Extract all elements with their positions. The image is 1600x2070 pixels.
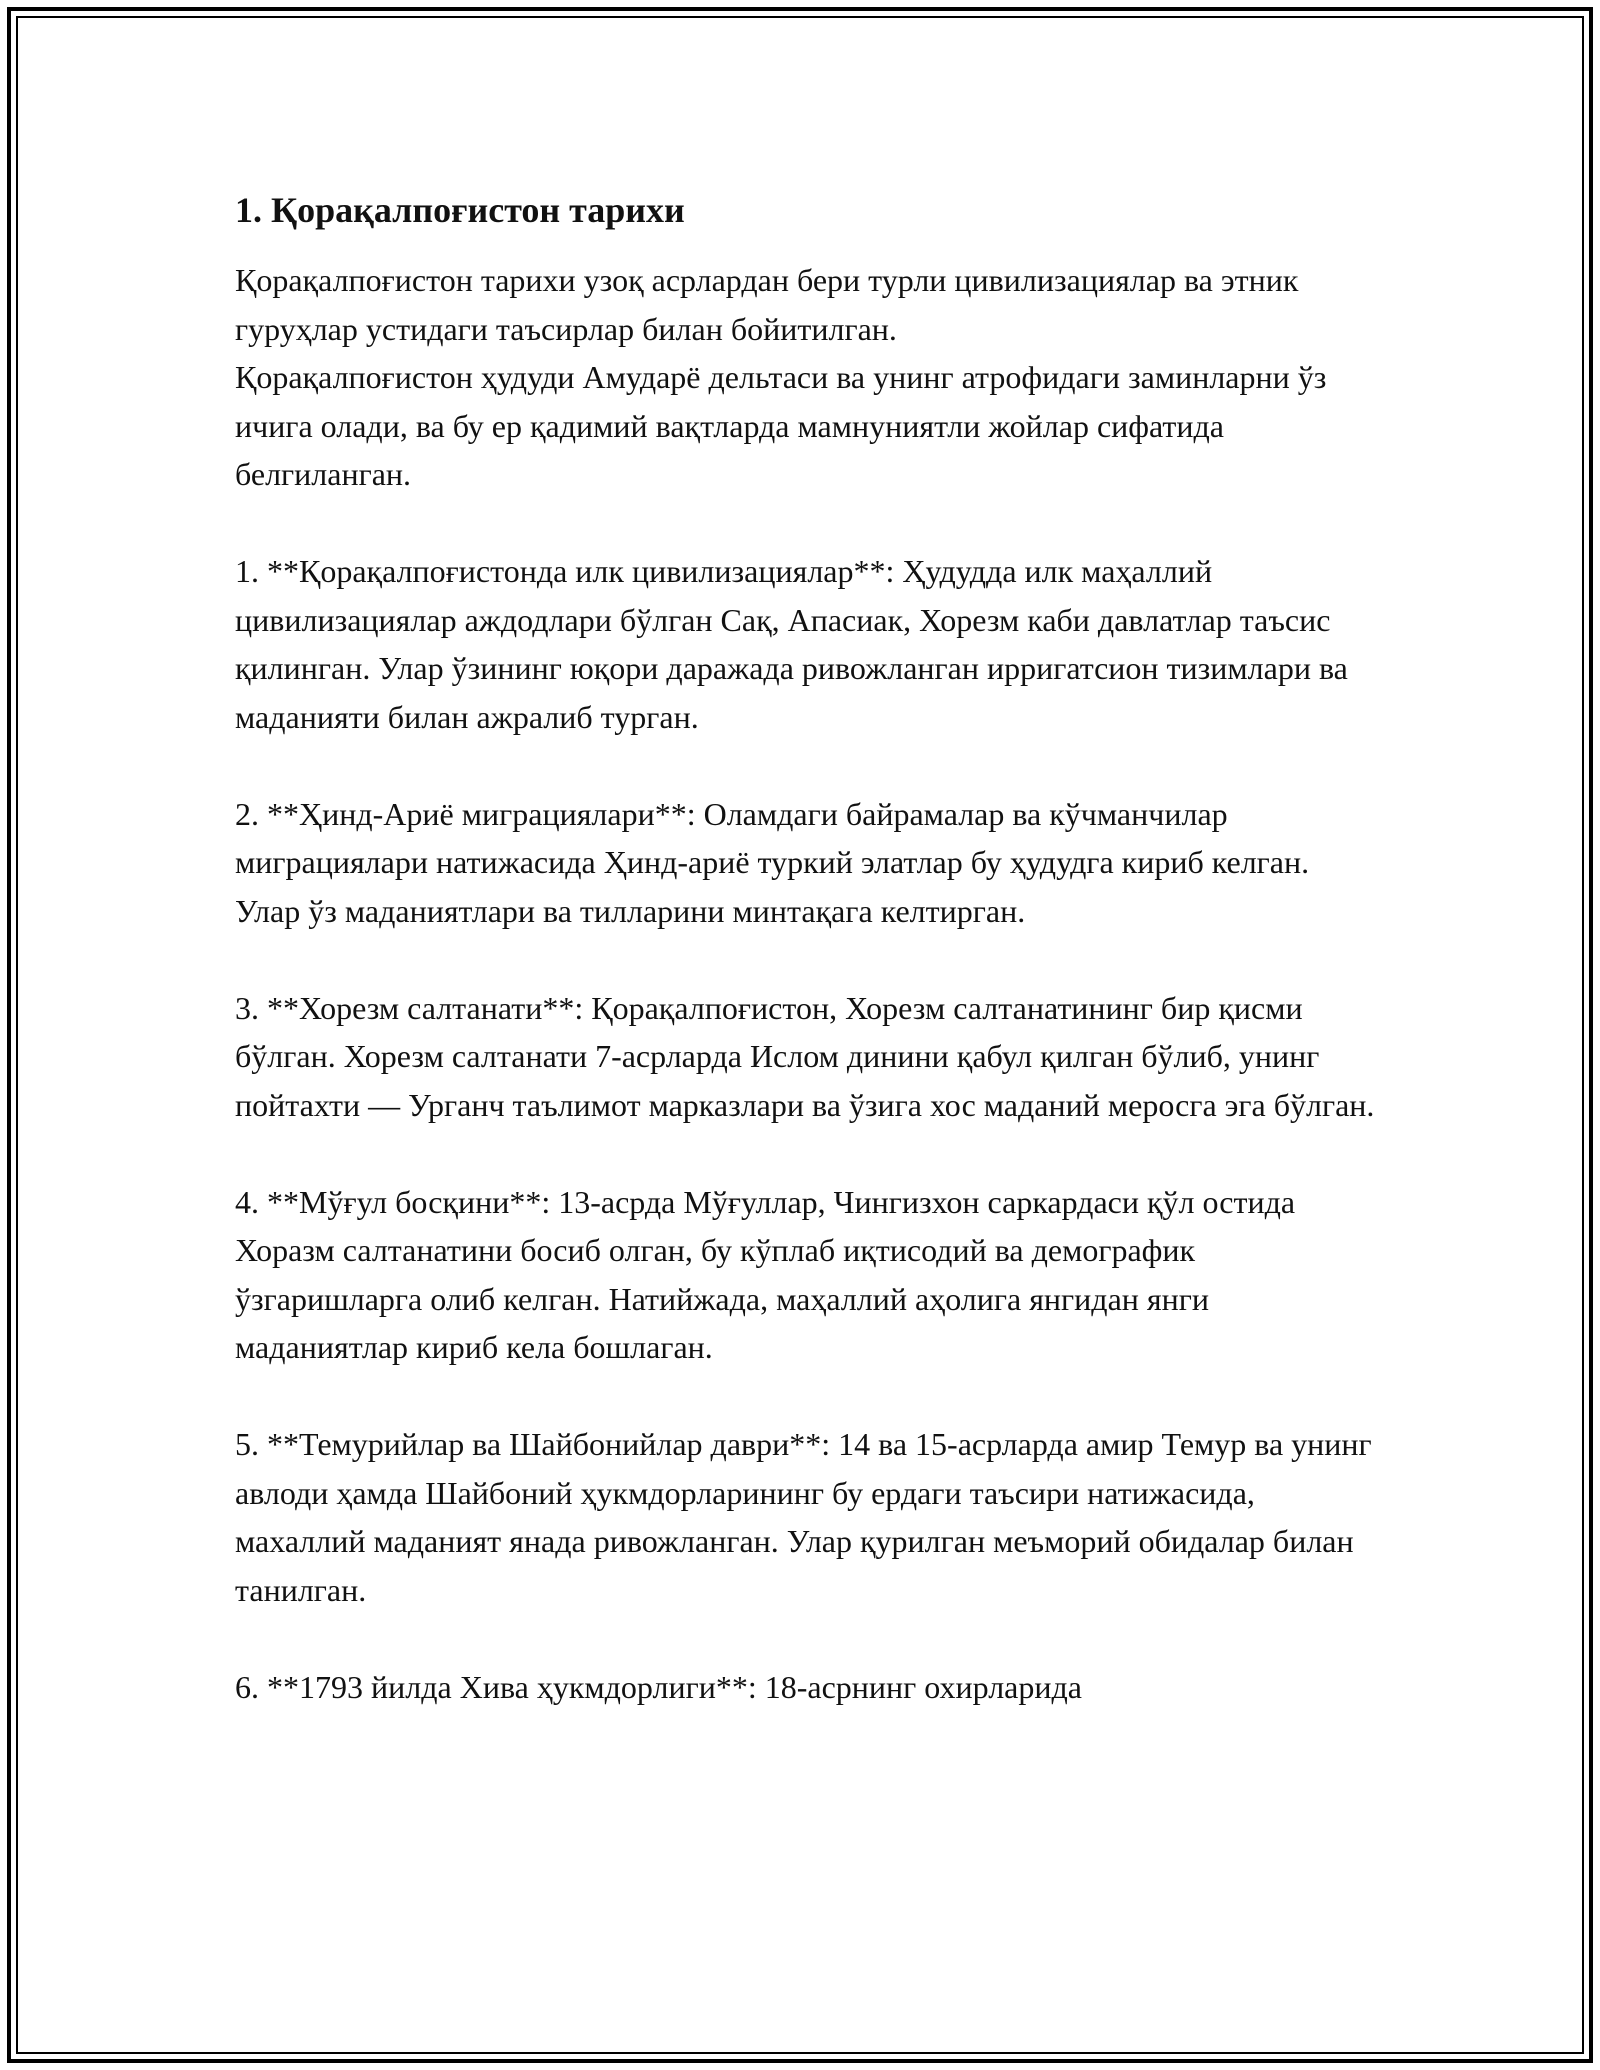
list-item-4: 4. **Мўғул босқини**: 13-асрда Мўғуллар, Чингизхон саркардаси қўл остида Хоразм салтанатини босиб олган, бу кўплаб иқтисодий ва демографик ўзгаришларга олиб келган. Натийжада, маҳаллий аҳолига янгидан янги маданиятлар кириб кела бошлаган. xyxy=(235,1183,1296,1365)
list-item-3: 3. **Хорезм салтанати**: Қорақалпоғистон, Хорезм салтанатининг бир қисми бўлган. Хорезм салтанати 7-асрларда Ислом динини қабул қилган бўлиб, унинг пойтахти — Урганч таълимот марказлари ва ўзига хос маданий меросга эга бўлган. xyxy=(235,989,1375,1123)
list-item-5: 5. **Темурийлар ва Шайбонийлар даври**: 14 ва 15-асрларда амир Темур ва унинг авлоди ҳамда Шайбоний ҳукмдорларининг бу ердаги таъсири натижасида, махаллий маданият янада ривожланган. Улар қурилган меъморий обидалар билан танилган. xyxy=(235,1426,1372,1608)
list-item-6: 6. **1793 йилда Хива ҳукмдорлиги**: 18-асрнинг охирларида xyxy=(235,1668,1082,1705)
list-item-1: 1. **Қорақалпоғистонда илк цивилизациялар**: Ҳудудда илк маҳаллий цивилизациялар аждодлари бўлган Сақ, Апасиак, Хорезм каби давлатлар таъсис қилинган. Улар ўзининг юқори даражада ривожланган ирригатсион тизимлари ва маданияти билан ажралиб турган. xyxy=(235,553,1348,735)
intro-sentence-2: Қорақалпоғистон ҳудуди Амударё дельтаси ва унинг атрофидаги заминларни ўз ичига олади, ва бу ер қадимий вақтларда мамнуниятли жойлар сифатида белгиланган. xyxy=(235,359,1327,492)
document-title: 1. Қорақалпоғистон тарихи xyxy=(235,190,685,230)
list-item-2: 2. **Ҳинд-Ариё миграциялари**: Оламдаги байрамалар ва кўчманчилар миграциялари натижасида Ҳинд-ариё туркий элатлар бу ҳудудга кириб келган. Улар ўз маданиятлари ва тилларини минтақага келтирган. xyxy=(235,795,1310,929)
intro-paragraph xyxy=(235,256,1375,499)
intro-sentence-1: Қорақалпоғистон тарихи узоқ асрлардан бери турли цивилизациялар ва этник гуруҳлар устидаги таъсирлар билан бойитилган. xyxy=(235,262,1299,347)
document-body xyxy=(235,186,1375,1711)
